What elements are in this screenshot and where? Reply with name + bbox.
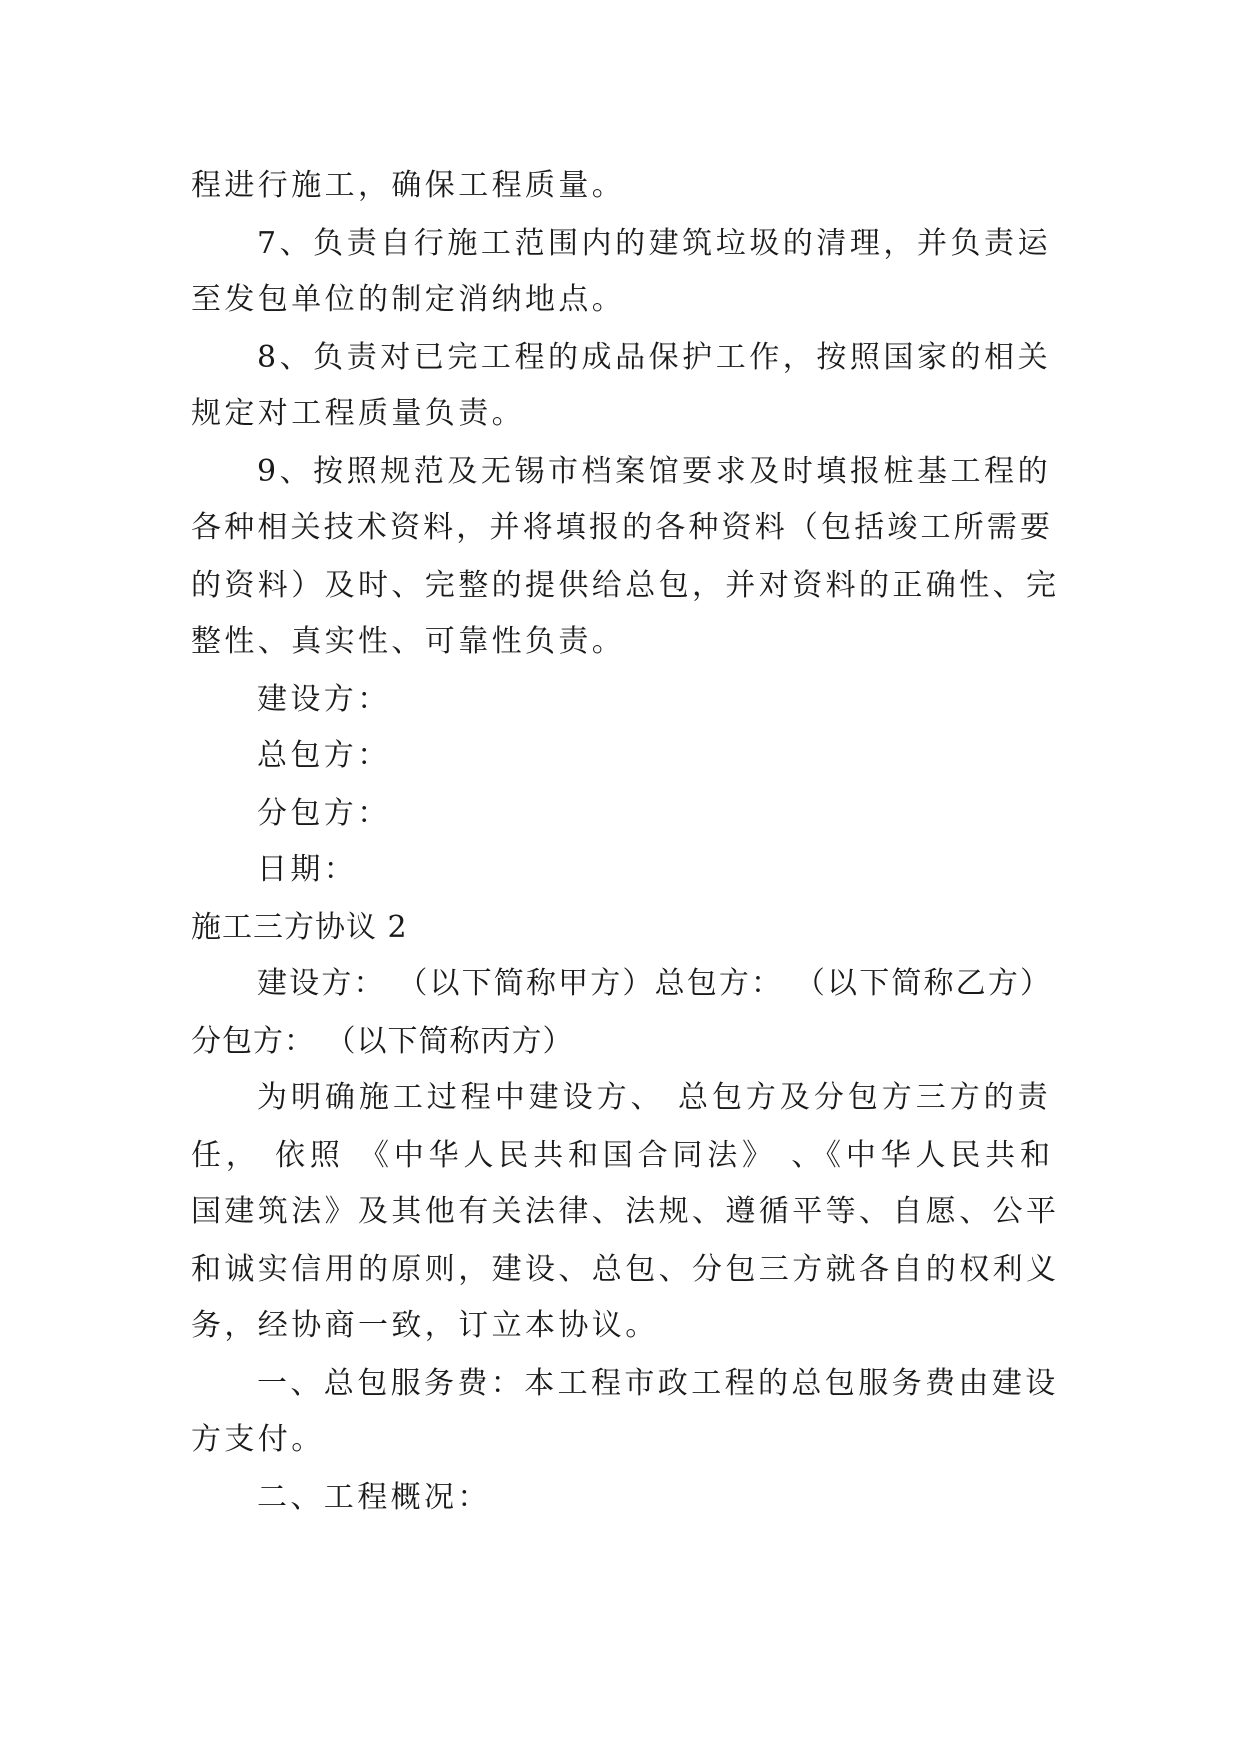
paragraph-line: 的资料）及时、完整的提供给总包，并对资料的正确性、完 [191, 568, 1060, 603]
paragraph-line: 分包方： （以下简称丙方） [191, 1024, 574, 1059]
paragraph-line: 9、按照规范及无锡市档案馆要求及时填报桩基工程的 [257, 454, 1051, 489]
paragraph-line: 8、负责对已完工程的成品保护工作，按照国家的相关 [257, 340, 1051, 375]
paragraph-line: 至发包单位的制定消纳地点。 [191, 282, 626, 317]
signature-label-date: 日期： [257, 852, 358, 887]
paragraph-line: 各种相关技术资料，并将填报的各种资料（包括竣工所需要 [191, 510, 1051, 545]
signature-label-general-contractor: 总包方： [257, 738, 391, 773]
section-title: 施工三方协议 2 [191, 910, 408, 945]
paragraph-line: 规定对工程质量负责。 [191, 396, 525, 431]
paragraph-line: 和诚实信用的原则，建设、总包、分包三方就各自的权利义 [191, 1252, 1060, 1287]
paragraph-line: 建设方： （以下简称甲方）总包方： （以下简称乙方） [257, 966, 1051, 1001]
paragraph-line: 务，经协商一致，订立本协议。 [191, 1308, 659, 1343]
paragraph-line: 一、总包服务费：本工程市政工程的总包服务费由建设 [257, 1366, 1059, 1401]
paragraph-line: 方支付。 [191, 1422, 325, 1457]
paragraph-line: 任， 依照 《中华人民共和国合同法》 、《中华人民共和 [191, 1138, 1051, 1173]
paragraph-line: 为明确施工过程中建设方、 总包方及分包方三方的责 [257, 1080, 1051, 1115]
paragraph-line: 国建筑法》及其他有关法律、法规、遵循平等、自愿、公平 [191, 1194, 1060, 1229]
signature-label-construction: 建设方： [257, 682, 391, 717]
paragraph-line: 程进行施工，确保工程质量。 [191, 168, 626, 203]
paragraph-line: 整性、真实性、可靠性负责。 [191, 624, 626, 659]
signature-label-subcontractor: 分包方： [257, 796, 391, 831]
paragraph-line: 7、负责自行施工范围内的建筑垃圾的清理，并负责运 [257, 226, 1051, 261]
section-heading: 二、工程概况： [257, 1480, 491, 1515]
